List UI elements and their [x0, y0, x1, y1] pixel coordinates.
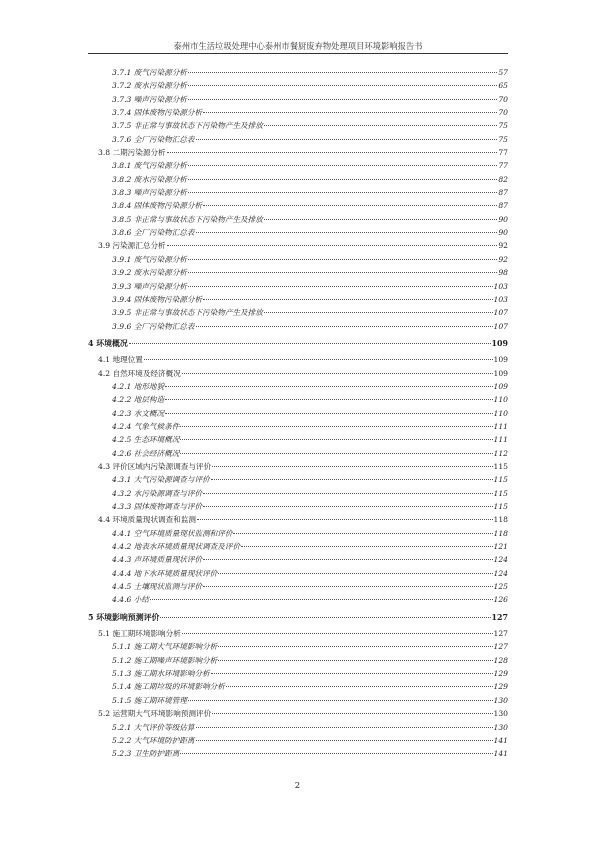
toc-dot-leader	[203, 493, 492, 494]
toc-dot-leader	[188, 192, 497, 193]
toc-entry[interactable]	[88, 293, 508, 306]
toc-entry-title: 4.2.4 气象气候条件	[112, 421, 180, 431]
toc-entry-page: 87	[498, 188, 508, 198]
toc-entry-page: 124	[493, 555, 508, 565]
toc-entry-page: 127	[493, 629, 508, 639]
toc-dot-leader	[196, 139, 498, 140]
toc-dot-leader	[167, 245, 498, 246]
toc-entry[interactable]	[88, 213, 508, 226]
toc-entry-title: 5.2 运营期大气环境影响预测评价	[98, 709, 212, 719]
toc-entry-page: 126	[493, 595, 508, 605]
toc-dot-leader	[196, 326, 493, 327]
toc-entry-page: 110	[493, 395, 508, 405]
toc-entry-title: 3.8.3 噪声污染源分析	[112, 188, 187, 198]
toc-entry-page: 103	[493, 281, 508, 291]
toc-entry[interactable]	[88, 93, 508, 106]
toc-dot-leader	[212, 466, 492, 467]
toc-entry-title: 4.4.6 小结	[112, 595, 149, 605]
toc-entry-page: 90	[498, 228, 508, 238]
toc-entry-title: 5.1 施工期环境影响分析	[98, 629, 181, 639]
toc-dot-leader	[218, 660, 492, 661]
table-of-contents	[88, 66, 508, 761]
toc-dot-leader	[264, 125, 498, 126]
toc-dot-leader	[144, 359, 493, 360]
toc-entry-page: 87	[498, 201, 508, 211]
toc-dot-leader	[196, 727, 493, 728]
toc-entry-title: 4.4.2 地表水环境质量现状调查及评价	[112, 542, 241, 552]
toc-entry-page: 121	[493, 542, 508, 552]
toc-entry-title: 4.4.4 地下水环境质量现状评价	[112, 568, 218, 578]
toc-entry-title: 4.4 环境质量现状调查和监测	[98, 515, 197, 525]
toc-entry-title: 3.9.4 固体废物污染源分析	[112, 294, 203, 304]
toc-entry-page: 111	[493, 421, 508, 431]
toc-dot-leader	[182, 373, 493, 374]
toc-entry[interactable]	[88, 694, 508, 707]
toc-dot-leader	[188, 179, 497, 180]
toc-dot-leader	[196, 232, 498, 233]
toc-entry-page: 128	[493, 655, 508, 665]
toc-entry-page: 115	[493, 488, 508, 498]
toc-entry-title: 3.9.2 废水污染源分析	[112, 268, 187, 278]
toc-entry-title: 3.7.1 废气污染源分析	[112, 68, 187, 77]
toc-entry[interactable]	[88, 540, 508, 553]
toc-dot-leader	[241, 546, 492, 547]
toc-entry[interactable]	[88, 106, 508, 119]
toc-entry-page: 115	[493, 475, 508, 485]
toc-entry-title: 5.2.1 大气评价等级估算	[112, 722, 195, 732]
toc-dot-leader	[226, 686, 493, 687]
toc-dot-leader	[188, 85, 497, 86]
toc-entry-page: 98	[498, 268, 508, 278]
toc-entry[interactable]	[88, 380, 508, 393]
toc-dot-leader	[196, 740, 493, 741]
toc-dot-leader	[218, 573, 492, 574]
toc-entry-page: 77	[498, 148, 508, 158]
toc-entry[interactable]	[88, 306, 508, 319]
toc-entry[interactable]	[88, 593, 508, 606]
toc-entry[interactable]	[88, 146, 508, 159]
toc-dot-leader	[197, 519, 492, 520]
toc-entry[interactable]	[88, 280, 508, 293]
toc-entry-title: 4.3.3 固体废物调查与评价	[112, 502, 203, 511]
toc-entry[interactable]	[88, 367, 508, 380]
toc-entry[interactable]	[88, 513, 508, 526]
toc-entry[interactable]	[88, 66, 508, 79]
toc-dot-leader	[165, 413, 492, 414]
toc-entry-title: 3.8 二期污染源分析	[98, 148, 166, 158]
toc-dot-leader	[211, 673, 493, 674]
toc-entry-page: 107	[493, 308, 508, 318]
toc-entry[interactable]	[88, 79, 508, 92]
toc-entry-title: 5.1.3 施工期水环境影响分析	[112, 669, 210, 679]
toc-entry-page: 109	[491, 338, 508, 348]
toc-entry-page: 130	[493, 709, 508, 719]
toc-entry-page: 57	[498, 68, 508, 77]
toc-entry-page: 129	[493, 682, 508, 692]
toc-entry[interactable]	[88, 353, 508, 366]
toc-entry-page: 124	[493, 568, 508, 578]
toc-dot-leader	[165, 399, 492, 400]
toc-entry[interactable]	[88, 707, 508, 720]
toc-entry[interactable]	[88, 337, 508, 350]
toc-entry-page: 70	[498, 94, 508, 104]
toc-entry[interactable]	[88, 186, 508, 199]
toc-dot-leader	[188, 72, 497, 73]
header-rule	[88, 53, 508, 54]
toc-entry-page: 75	[498, 134, 508, 144]
toc-entry-title: 5.2.2 大气环境防护距离	[112, 735, 195, 745]
toc-entry-page: 109	[493, 368, 508, 378]
toc-dot-leader	[188, 272, 497, 273]
toc-entry-page: 110	[493, 408, 508, 418]
toc-entry[interactable]	[88, 747, 508, 760]
toc-entry-title: 5.1.2 施工期噪声环境影响分析	[112, 655, 218, 665]
toc-entry[interactable]	[88, 487, 508, 500]
toc-entry-title: 3.8.1 废气污染源分析	[112, 161, 187, 171]
toc-entry-page: 109	[493, 381, 508, 391]
toc-entry[interactable]	[88, 721, 508, 734]
toc-dot-leader	[129, 343, 491, 344]
toc-entry[interactable]	[88, 266, 508, 279]
toc-entry-page: 109	[493, 355, 508, 365]
toc-entry-title: 3.9.3 噪声污染源分析	[112, 281, 187, 291]
toc-entry-page: 65	[498, 81, 508, 91]
toc-entry-page: 70	[498, 108, 508, 118]
toc-entry[interactable]	[88, 420, 508, 433]
toc-entry-title: 3.7.6 全厂污染物汇总表	[112, 134, 195, 144]
toc-entry-page: 90	[498, 214, 508, 224]
toc-entry-title: 3.9 污染源汇总分析	[98, 241, 166, 251]
toc-entry-page: 92	[498, 254, 508, 264]
toc-entry[interactable]	[88, 734, 508, 747]
toc-entry[interactable]	[88, 680, 508, 693]
toc-entry-page: 141	[493, 735, 508, 745]
toc-entry-title: 5 环境影响预测评价	[88, 612, 160, 622]
toc-entry-page: 130	[493, 695, 508, 705]
toc-entry-title: 3.7.4 固体废物污染源分析	[112, 108, 203, 118]
toc-dot-leader	[264, 312, 493, 313]
toc-dot-leader	[180, 439, 492, 440]
toc-entry-title: 3.8.6 全厂污染物汇总表	[112, 228, 195, 238]
toc-entry[interactable]	[88, 407, 508, 420]
toc-dot-leader	[203, 559, 492, 560]
toc-dot-leader	[212, 713, 492, 714]
toc-entry-page: 129	[493, 669, 508, 679]
toc-dot-leader	[203, 299, 492, 300]
toc-dot-leader	[188, 700, 493, 701]
toc-entry-title: 5.1.1 施工期大气环境影响分析	[112, 642, 218, 652]
toc-dot-leader	[180, 426, 492, 427]
toc-entry-title: 3.8.5 非正常与事故状态下污染物产生及排放	[112, 214, 263, 224]
toc-entry-page: 92	[498, 241, 508, 251]
toc-dot-leader	[160, 617, 490, 618]
toc-entry[interactable]	[88, 567, 508, 580]
toc-dot-leader	[167, 152, 498, 153]
running-header: 泰州市生活垃圾处理中心泰州市餐厨废弃物处理项目环境影响报告书	[173, 41, 423, 51]
toc-entry-title: 5.2.3 卫生防护距离	[112, 749, 180, 759]
toc-entry-page: 77	[498, 161, 508, 171]
toc-entry-title: 4.2.2 地层构造	[112, 395, 165, 405]
toc-entry-page: 112	[493, 448, 508, 458]
toc-entry-title: 5.1.5 施工期环境管理	[112, 695, 187, 705]
toc-entry[interactable]	[88, 393, 508, 406]
toc-entry-title: 4.3.2 水污染源调查与评价	[112, 488, 203, 498]
toc-entry[interactable]	[88, 159, 508, 172]
toc-entry-title: 4.2 自然环境及经济概况	[98, 368, 181, 378]
toc-dot-leader	[188, 286, 493, 287]
toc-dot-leader	[188, 259, 497, 260]
toc-entry-title: 4.4.3 声环境质量现状评价	[112, 555, 203, 565]
toc-entry-page: 118	[493, 515, 508, 525]
toc-entry-page: 111	[493, 435, 508, 445]
toc-dot-leader	[188, 99, 497, 100]
toc-entry-page: 107	[493, 321, 508, 331]
toc-entry-title: 4.2.5 生态环境概况	[112, 435, 180, 445]
toc-entry-title: 3.9.5 非正常与事故状态下污染物产生及排放	[112, 308, 263, 318]
toc-entry[interactable]	[88, 500, 508, 513]
toc-entry-title: 4.1 地理位置	[98, 355, 143, 365]
toc-dot-leader	[188, 165, 497, 166]
toc-entry[interactable]	[88, 447, 508, 460]
toc-entry[interactable]	[88, 611, 508, 624]
toc-entry-title: 4.2.1 地形地貌	[112, 381, 165, 391]
toc-entry-page: 82	[498, 174, 508, 184]
toc-entry[interactable]	[88, 133, 508, 146]
toc-entry[interactable]	[88, 580, 508, 593]
toc-entry-page: 130	[493, 722, 508, 732]
toc-entry[interactable]	[88, 119, 508, 132]
toc-dot-leader	[203, 112, 497, 113]
toc-entry[interactable]	[88, 654, 508, 667]
toc-entry[interactable]	[88, 640, 508, 653]
toc-entry-title: 4.4.1 空气环境质量现状监测和评价	[112, 528, 233, 538]
toc-entry[interactable]	[88, 667, 508, 680]
toc-entry-title: 4.4.5 土壤现状监测与评价	[112, 582, 203, 592]
toc-entry[interactable]	[88, 473, 508, 486]
toc-dot-leader	[150, 599, 493, 600]
toc-entry-title: 4.2.6 社会经济概况	[112, 448, 180, 458]
toc-entry-title: 4 环境概况	[88, 338, 128, 348]
toc-entry[interactable]	[88, 320, 508, 333]
toc-entry[interactable]	[88, 553, 508, 566]
toc-dot-leader	[180, 753, 492, 754]
toc-entry-page: 115	[493, 461, 508, 471]
toc-dot-leader	[233, 533, 492, 534]
toc-entry[interactable]	[88, 199, 508, 212]
toc-entry[interactable]	[88, 239, 508, 252]
toc-entry[interactable]	[88, 253, 508, 266]
toc-entry-title: 3.7.2 废水污染源分析	[112, 81, 187, 91]
toc-entry-page: 118	[493, 528, 508, 538]
toc-dot-leader	[182, 633, 493, 634]
toc-dot-leader	[211, 479, 493, 480]
toc-entry-page: 103	[493, 294, 508, 304]
toc-dot-leader	[218, 646, 492, 647]
page-number: 2	[294, 781, 301, 791]
toc-entry-page: 75	[498, 121, 508, 131]
toc-dot-leader	[203, 586, 492, 587]
toc-entry-title: 3.8.4 固体废物污染源分析	[112, 201, 203, 211]
toc-entry-page: 141	[493, 749, 508, 759]
toc-entry[interactable]	[88, 226, 508, 239]
toc-entry[interactable]	[88, 433, 508, 446]
toc-dot-leader	[203, 506, 492, 507]
toc-entry-title: 4.3 评价区域内污染源调查与评价	[98, 461, 212, 471]
toc-entry-title: 5.1.4 施工期垃圾的环境影响分析	[112, 682, 225, 692]
toc-dot-leader	[264, 219, 498, 220]
toc-entry-title: 4.2.3 水文概况	[112, 408, 165, 418]
toc-entry[interactable]	[88, 460, 508, 473]
toc-entry[interactable]	[88, 527, 508, 540]
toc-entry-title: 3.9.1 废气污染源分析	[112, 254, 187, 264]
toc-entry-page: 127	[491, 612, 508, 622]
toc-dot-leader	[165, 386, 492, 387]
toc-entry[interactable]	[88, 173, 508, 186]
toc-entry-title: 3.8.2 废水污染源分析	[112, 174, 187, 184]
toc-entry-page: 127	[493, 642, 508, 652]
toc-entry-title: 3.7.3 噪声污染源分析	[112, 94, 187, 104]
toc-dot-leader	[180, 453, 492, 454]
toc-entry-page: 115	[493, 502, 508, 511]
toc-entry[interactable]	[88, 627, 508, 640]
toc-entry-title: 4.3.1 大气污染源调查与评价	[112, 475, 210, 485]
toc-entry-page: 125	[493, 582, 508, 592]
toc-dot-leader	[203, 205, 497, 206]
toc-entry-title: 3.9.6 全厂污染物汇总表	[112, 321, 195, 331]
toc-entry-title: 3.7.5 非正常与事故状态下污染物产生及排放	[112, 121, 263, 131]
